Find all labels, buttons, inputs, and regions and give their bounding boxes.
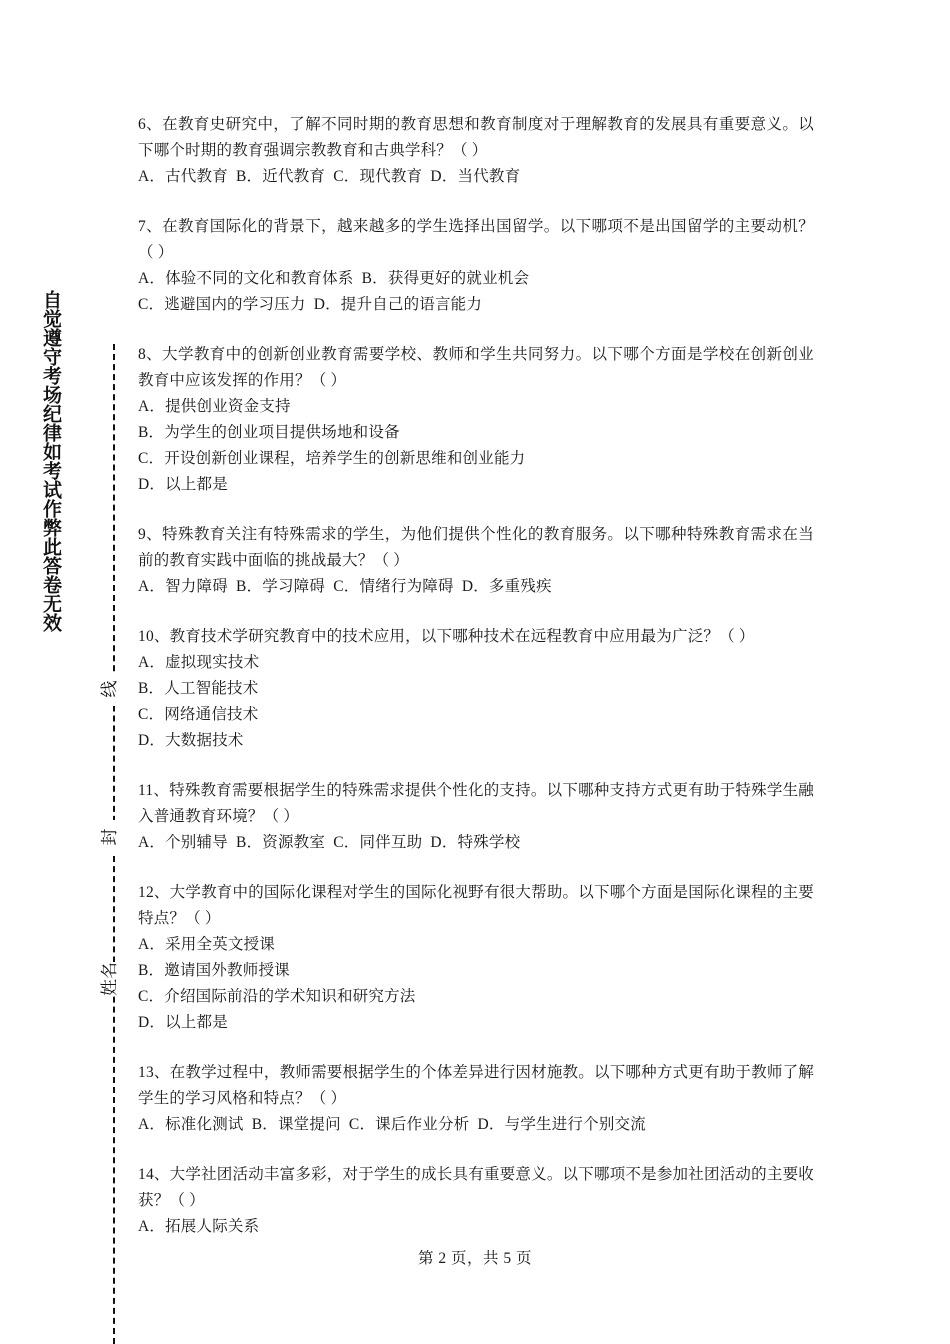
question-stem: 10、教育技术学研究教育中的技术应用，以下哪种技术在远程教育中应用最为广泛？（ ） <box>138 628 755 645</box>
question-option-line[interactable]: D．以上都是 <box>138 1014 228 1031</box>
question-option-line[interactable]: A．拓展人际关系 <box>138 1218 260 1235</box>
question-stem: 9、特殊教育关注有特殊需求的学生，为他们提供个性化的教育服务。以下哪种特殊教育需求在当前的教育实践中面临的挑战最大？（ ） <box>138 526 814 569</box>
question-option-line[interactable]: A．个别辅导 B．资源教室 C．同伴互助 D．特殊学校 <box>138 834 521 851</box>
question-block <box>138 624 814 754</box>
question-option-line[interactable]: A．提供创业资金支持 <box>138 398 291 415</box>
question-stem: 13、在教学过程中，教师需要根据学生的个体差异进行因材施教。以下哪种方式更有助于教师了解学生的学习风格和特点？（ ） <box>138 1064 814 1107</box>
question-option-line[interactable]: A．采用全英文授课 <box>138 936 275 953</box>
question-stem: 7、在教育国际化的背景下，越来越多的学生选择出国留学。以下哪项不是出国留学的主要动机？（ ） <box>138 218 814 261</box>
question-list <box>138 112 814 1264</box>
question-block <box>138 342 814 498</box>
question-block <box>138 112 814 190</box>
question-block <box>138 1060 814 1138</box>
question-block <box>138 214 814 318</box>
seal-marker-line: 线 <box>93 672 127 706</box>
question-option-line[interactable]: D．大数据技术 <box>138 732 244 749</box>
question-option-line[interactable]: A．古代教育 B．近代教育 C．现代教育 D．当代教育 <box>138 168 521 185</box>
question-stem: 6、在教育史研究中，了解不同时期的教育思想和教育制度对于理解教育的发展具有重要意义。以下哪个时期的教育强调宗教教育和古典学科？（ ） <box>138 116 814 159</box>
question-stem: 8、大学教育中的创新创业教育需要学校、教师和学生共同努力。以下哪个方面是学校在创新创业教育中应该发挥的作用？（ ） <box>138 346 814 389</box>
seal-marker-name: 姓名 <box>93 962 127 996</box>
question-option-line[interactable]: A．标准化测试 B．课堂提问 C．课后作业分析 D．与学生进行个别交流 <box>138 1116 646 1133</box>
question-block <box>138 778 814 856</box>
seal-marker-seal: 封 <box>93 820 127 854</box>
question-option-line[interactable]: A．体验不同的文化和教育体系 B．获得更好的就业机会 <box>138 270 530 287</box>
question-option-line[interactable]: C．网络通信技术 <box>138 706 259 723</box>
question-block <box>138 1162 814 1240</box>
page-number-footer: 第 2 页，共 5 页 <box>417 1250 532 1267</box>
question-option-line[interactable]: A．虚拟现实技术 <box>138 654 260 671</box>
question-option-line[interactable]: A．智力障碍 B．学习障碍 C．情绪行为障碍 D．多重残疾 <box>138 578 552 595</box>
question-stem: 14、大学社团活动丰富多彩，对于学生的成长具有重要意义。以下哪项不是参加社团活动的主要收获？（ ） <box>138 1166 814 1209</box>
question-option-line[interactable]: B．人工智能技术 <box>138 680 259 697</box>
seal-vertical-notice: 自觉遵守考场纪律如考试作弊此答卷无效 <box>40 290 61 632</box>
question-option-line[interactable]: B．邀请国外教师授课 <box>138 962 290 979</box>
question-option-line[interactable]: C．开设创新创业课程，培养学生的创新思维和创业能力 <box>138 450 526 467</box>
question-option-line[interactable]: D．以上都是 <box>138 476 228 493</box>
question-stem: 11、特殊教育需要根据学生的特殊需求提供个性化的支持。以下哪种支持方式更有助于特殊学生融入普通教育环境？（ ） <box>138 782 814 825</box>
question-option-line[interactable]: B．为学生的创业项目提供场地和设备 <box>138 424 400 441</box>
question-block <box>138 880 814 1036</box>
question-stem: 12、大学教育中的国际化课程对学生的国际化视野有很大帮助。以下哪个方面是国际化课程的主要特点？（ ） <box>138 884 814 927</box>
question-option-line[interactable]: C．介绍国际前沿的学术知识和研究方法 <box>138 988 416 1005</box>
question-option-line[interactable]: C．逃避国内的学习压力 D．提升自己的语言能力 <box>138 296 483 313</box>
question-block <box>138 522 814 600</box>
